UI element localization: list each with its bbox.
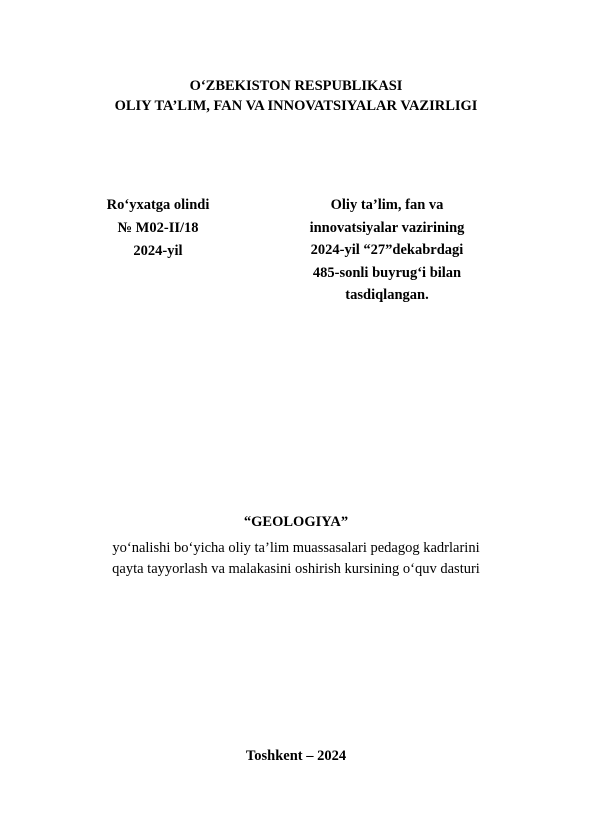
- approval-block: [289, 194, 485, 307]
- registration-number: № M02-II/18: [117, 220, 199, 236]
- program-subtitle-line-1: yo‘nalishi bo‘yicha oliy ta’lim muassasalari pedagog kadrlarini: [112, 540, 480, 556]
- program-title: “GEOLOGIYA”: [243, 514, 349, 530]
- approval-line-2: innovatsiyalar vazirining: [309, 219, 465, 236]
- approval-line-1: Oliy ta’lim, fan va: [330, 197, 444, 213]
- registration-year: 2024-yil: [133, 243, 183, 259]
- header-country: O‘ZBEKISTON RESPUBLIKASI: [189, 78, 403, 94]
- program-subtitle: [0, 538, 592, 580]
- program-title-block: [0, 512, 592, 580]
- registration-block: [85, 194, 231, 263]
- program-subtitle-line-2: qayta tayyorlash va malakasini oshirish kursining o‘quv dasturi: [112, 561, 480, 577]
- header-ministry: OLIY TA’LIM, FAN VA INNOVATSIYALAR VAZIRLIGI: [114, 98, 478, 114]
- approval-line-5: tasdiqlangan.: [345, 287, 429, 303]
- ministry-header: [0, 76, 592, 116]
- approval-line-3: 2024-yil “27”dekabrdagi: [310, 242, 464, 258]
- approval-line-4: 485-sonli buyrug‘i bilan: [312, 264, 462, 281]
- registration-label: Ro‘yxatga olindi: [106, 197, 210, 213]
- place-year: Toshkent – 2024: [245, 748, 347, 764]
